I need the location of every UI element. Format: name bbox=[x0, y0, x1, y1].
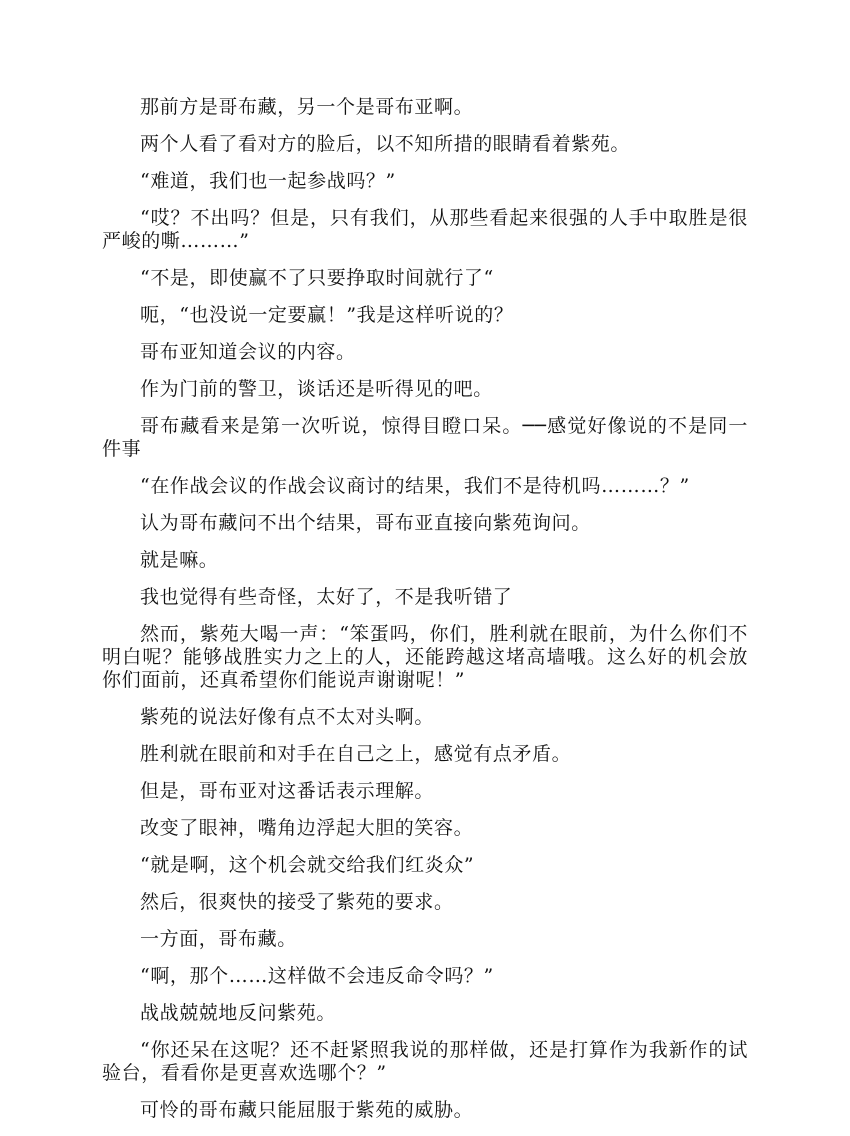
paragraph: 哥布藏看来是第一次听说，惊得目瞪口呆。──感觉好像说的不是同一件事 bbox=[102, 415, 748, 460]
paragraph: 可怜的哥布藏只能屈服于紫苑的威胁。 bbox=[140, 1099, 474, 1121]
paragraph: 认为哥布藏问不出个结果，哥布亚直接向紫苑询问。 bbox=[140, 512, 591, 534]
paragraph: 那前方是哥布藏，另一个是哥布亚啊。 bbox=[140, 96, 474, 118]
paragraph: 改变了眼神，嘴角边浮起大胆的笑容。 bbox=[140, 817, 474, 839]
paragraph: “哎？不出吗？但是，只有我们，从那些看起来很强的人手中取胜是很严峻的嘶………” bbox=[102, 207, 748, 252]
paragraph: 就是嘛。 bbox=[140, 549, 219, 571]
paragraph: 胜利就在眼前和对手在自己之上，感觉有点矛盾。 bbox=[140, 743, 572, 765]
paragraph: 紫苑的说法好像有点不太对头啊。 bbox=[140, 706, 435, 728]
paragraph: 呃，“也没说一定要赢！”我是这样听说的？ bbox=[140, 304, 514, 326]
paragraph: 作为门前的警卫，谈话还是听得见的吧。 bbox=[140, 378, 493, 400]
paragraph: 但是，哥布亚对这番话表示理解。 bbox=[140, 780, 435, 802]
paragraph: “啊，那个……这样做不会违反命令吗？” bbox=[140, 965, 494, 987]
paragraph: 然而，紫苑大喝一声：“笨蛋吗，你们，胜利就在眼前，为什么你们不明白呢？能够战胜实力之上的人，还能跨越这堵高墙哦。这么好的机会放你们面前，还真希望你们能说声谢谢呢！” bbox=[102, 623, 748, 691]
paragraph: “不是，即使赢不了只要挣取时间就行了“ bbox=[140, 267, 494, 289]
paragraph: 一方面，哥布藏。 bbox=[140, 928, 297, 950]
document-body bbox=[102, 96, 748, 1136]
paragraph: 然后，很爽快的接受了紫苑的要求。 bbox=[140, 891, 454, 913]
paragraph: “难道，我们也一起参战吗？” bbox=[140, 170, 396, 192]
paragraph: 战战兢兢地反问紫苑。 bbox=[140, 1002, 337, 1024]
paragraph: “你还呆在这呢？还不赶紧照我说的那样做，还是打算作为我新作的试验台，看看你是更喜欢选哪个？” bbox=[102, 1039, 748, 1084]
paragraph: 我也觉得有些奇怪，太好了，不是我听错了 bbox=[140, 586, 513, 608]
paragraph: “在作战会议的作战会议商讨的结果，我们不是待机吗………？” bbox=[140, 475, 690, 497]
paragraph: “就是啊，这个机会就交给我们红炎众” bbox=[140, 854, 475, 876]
paragraph: 两个人看了看对方的脸后，以不知所措的眼睛看着紫苑。 bbox=[140, 133, 631, 155]
paragraph: 哥布亚知道会议的内容。 bbox=[140, 341, 356, 363]
